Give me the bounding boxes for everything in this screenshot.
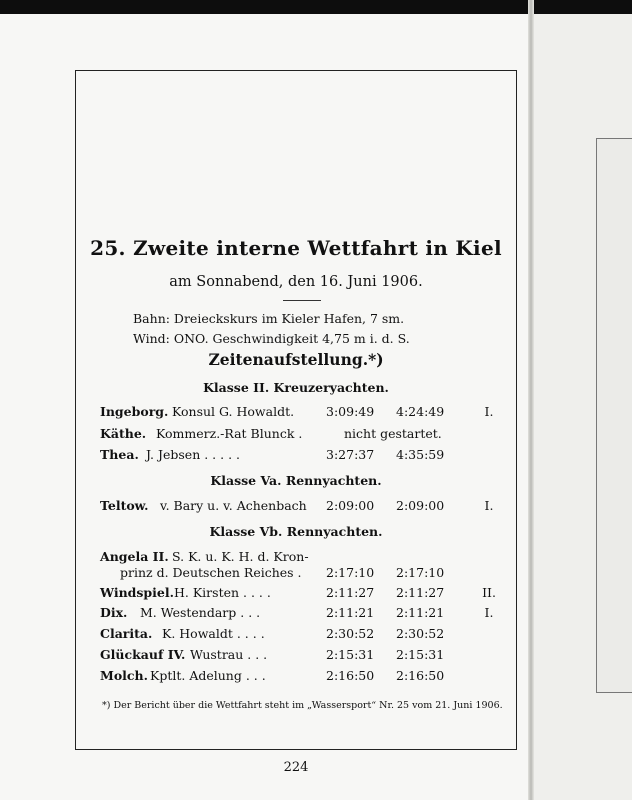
course-line: Bahn: Dreieckskurs im Kieler Hafen, 7 sm. (133, 311, 405, 326)
owner-name: Wustrau . . . (190, 647, 268, 662)
time-corrected: 2:30:52 (396, 626, 445, 641)
class-heading: Klasse Vb. Rennyachten. (209, 524, 383, 539)
yacht-name: Thea. (100, 447, 139, 462)
result-row (100, 603, 504, 623)
owner-name: Konsul G. Howaldt. (172, 404, 295, 419)
prize: II. (482, 585, 496, 600)
yacht-name: Glückauf IV. (100, 647, 186, 662)
time-corrected: 4:24:49 (396, 404, 445, 419)
time-corrected: 2:11:27 (396, 585, 445, 600)
facing-page-frame (596, 138, 632, 693)
wind-line: Wind: ONO. Geschwindigkeit 4,75 m i. d. S. (133, 331, 410, 346)
time-sailed: 3:09:49 (326, 404, 375, 419)
yacht-name: Clarita. (100, 626, 153, 641)
scan-top-edge (0, 0, 632, 14)
time-sailed: 2:16:50 (326, 668, 375, 683)
owner-name: K. Howaldt . . . . (162, 626, 265, 641)
yacht-name: Ingeborg. (100, 404, 169, 419)
time-corrected: 2:11:21 (396, 605, 445, 620)
page-number: 224 (283, 760, 309, 775)
owner-name: Kptlt. Adelung . . . (150, 668, 266, 683)
time-corrected: 2:09:00 (396, 498, 445, 513)
yacht-name: Windspiel. (100, 585, 174, 600)
result-row (100, 445, 504, 465)
time-corrected: 2:17:10 (396, 565, 445, 580)
time-sailed: 2:30:52 (326, 626, 375, 641)
time-corrected: 4:35:59 (396, 447, 445, 462)
result-row (100, 583, 504, 603)
time-sailed: 2:15:31 (326, 647, 375, 662)
page-title: 25. Zweite interne Wettfahrt in Kiel (90, 236, 502, 260)
yacht-name: Käthe. (100, 426, 147, 441)
course-info (133, 309, 410, 349)
result-row (100, 666, 504, 686)
owner-name: J. Jebsen . . . . . (146, 447, 240, 462)
yacht-name: Dix. (100, 605, 128, 620)
owner-name: S. K. u. K. H. d. Kron- (172, 549, 309, 564)
yacht-name: Molch. (100, 668, 148, 683)
result-row (100, 402, 504, 422)
owner-name: v. Bary u. v. Achenbach (160, 498, 307, 513)
owner-name: Kommerz.-Rat Blunck . (156, 426, 303, 441)
result-row (100, 624, 504, 644)
time-sailed: 2:09:00 (326, 498, 375, 513)
time-sailed: 3:27:37 (326, 447, 375, 462)
page-subtitle: am Sonnabend, den 16. Juni 1906. (169, 274, 423, 290)
footnote: *) Der Bericht über die Wettfahrt steht im „Wassersport“ Nr. 25 vom 21. Juni 1906. (102, 700, 503, 711)
section-heading: Zeitenaufstellung.*) (208, 350, 384, 369)
result-row (100, 424, 504, 444)
yacht-name: Angela II. (100, 549, 169, 564)
time-corrected: 2:16:50 (396, 668, 445, 683)
prize: I. (484, 404, 494, 419)
yacht-name: Teltow. (100, 498, 149, 513)
class-heading: Klasse II. Kreuzeryachten. (203, 380, 389, 395)
result-row (100, 645, 504, 665)
prize: I. (484, 605, 494, 620)
time-sailed: 2:11:21 (326, 605, 375, 620)
time-sailed: 2:11:27 (326, 585, 375, 600)
time-corrected: 2:15:31 (396, 647, 445, 662)
result-row (100, 496, 504, 516)
time-sailed: 2:17:10 (326, 565, 375, 580)
status-text: nicht gestartet. (344, 426, 442, 441)
result-row-continued (100, 563, 504, 583)
owner-name: M. Westendarp . . . (140, 605, 261, 620)
class-heading: Klasse Va. Rennyachten. (210, 473, 382, 488)
owner-name: H. Kirsten . . . . (174, 585, 271, 600)
divider (283, 300, 321, 301)
owner-name-continued: prinz d. Deutschen Reiches . (120, 565, 302, 580)
prize: I. (484, 498, 494, 513)
